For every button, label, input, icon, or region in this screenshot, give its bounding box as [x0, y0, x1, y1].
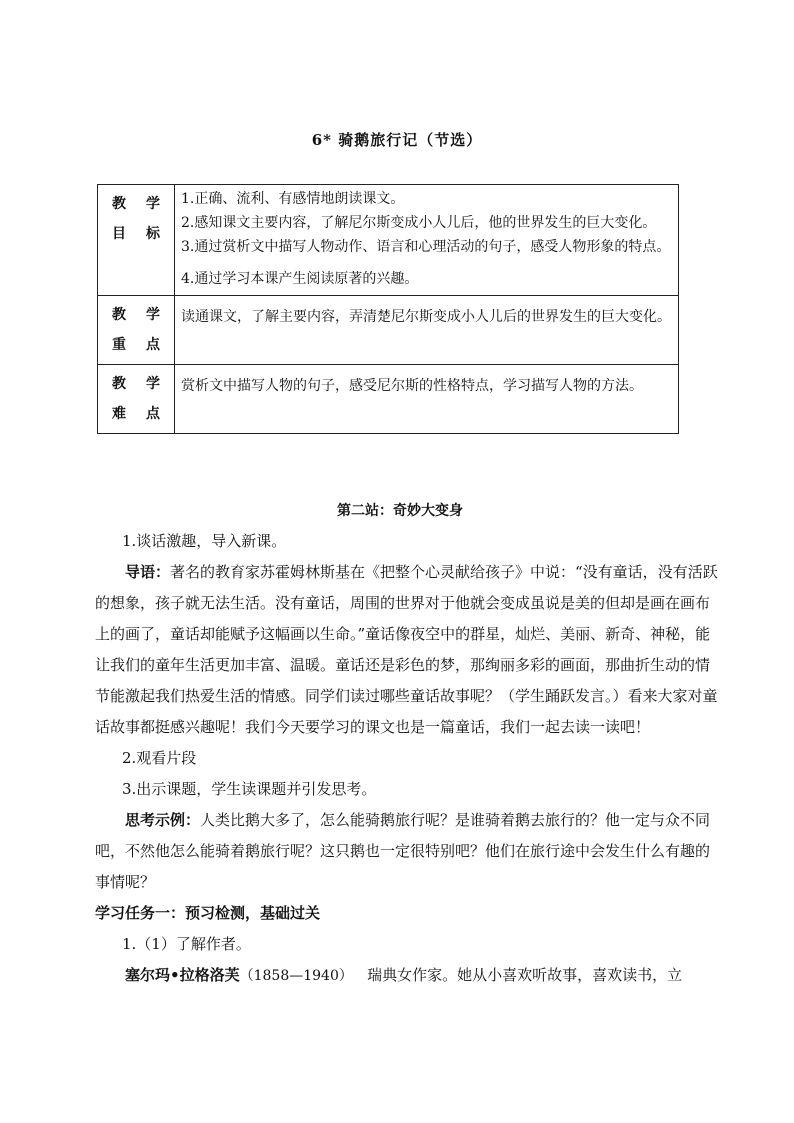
lesson-title: 6* 骑鹅旅行记（节选）: [311, 131, 483, 149]
think-paragraph: 思考示例：人类比鹅大多了，怎么能骑鹅旅行呢？是谁骑着鹅去旅行的？他一定与众不同吧，不然他怎么能骑着鹅旅行呢？这只鹅也一定很特别吧？他们在旅行途中会发生什么有趣的事情呢？: [95, 811, 711, 891]
goals-content: [175, 185, 679, 296]
step-1: 1.谈话激趣，导入新课。: [122, 532, 287, 550]
task-heading: 学习任务一：预习检测，基础过关: [95, 904, 321, 922]
author-name: 塞尔玛•拉格洛芙: [125, 966, 240, 984]
step-2: 2.观看片段: [122, 749, 197, 767]
lesson-body: [95, 500, 722, 992]
table-row-goals: [98, 185, 679, 296]
label-key-points: 教 学 重 点: [98, 296, 175, 365]
table-row-key-points: [98, 296, 679, 365]
author-years: （1858—1940）: [239, 968, 353, 984]
goal-item: 4.通过学习本课产生阅读原著的兴趣。: [181, 271, 419, 287]
goal-item: 3.通过赏析文中描写人物动作、语言和心理活动的句子，感受人物形象的特点。: [181, 239, 671, 255]
author-paragraph: 塞尔玛•拉格洛芙（1858—1940） 瑞典女作家。她从小喜欢听故事，喜欢读书，立: [125, 966, 683, 984]
label-goals: 教 学 目 标: [98, 185, 175, 296]
key-points-content: 读通课文，了解主要内容，弄清楚尼尔斯变成小人儿后的世界发生的巨大变化。: [175, 296, 679, 365]
goal-item: 1.正确、流利、有感情地朗读课文。: [181, 191, 405, 207]
label-difficulties: 教 学 难 点: [98, 365, 175, 434]
section-title: 第二站：奇妙大变身: [337, 503, 463, 519]
task-step-1: 1.（1）了解作者。: [122, 935, 251, 953]
difficulties-content: 赏析文中描写人物的句子，感受尼尔斯的性格特点，学习描写人物的方法。: [175, 365, 679, 434]
think-label: 思考示例：: [125, 811, 201, 829]
intro-label: 导语：: [125, 563, 171, 581]
intro-paragraph: 导语：著名的教育家苏霍姆林斯基在《把整个心灵献给孩子》中说：“没有童话，没有活跃的想象，孩子就无法生活。没有童话，周围的世界对于他就会变成虽说是美的但却是画在画布上的画了，童话却能赋予这幅画以生命。”童话像夜空中的群星，灿烂、美丽、新奇、神秘，能让我们的童年生活更加丰富、温暖。童话还是彩色的梦，那绚丽多彩的画面，那曲折生动的情节能激起我们热爱生活的情感。同学们读过哪些童话故事呢？（学生踊跃发言。）看来大家对童话故事都挺感兴趣呢！我们今天要学习的课文也是一篇童话，我们一起去读一读吧！: [95, 563, 718, 736]
step-3: 3.出示课题，学生读课题并引发思考。: [122, 780, 377, 798]
goal-item: 2.感知课文主要内容，了解尼尔斯变成小人儿后，他的世界发生的巨大变化。: [181, 215, 657, 231]
objectives-table: [97, 184, 679, 434]
table-row-difficulties: [98, 365, 679, 434]
